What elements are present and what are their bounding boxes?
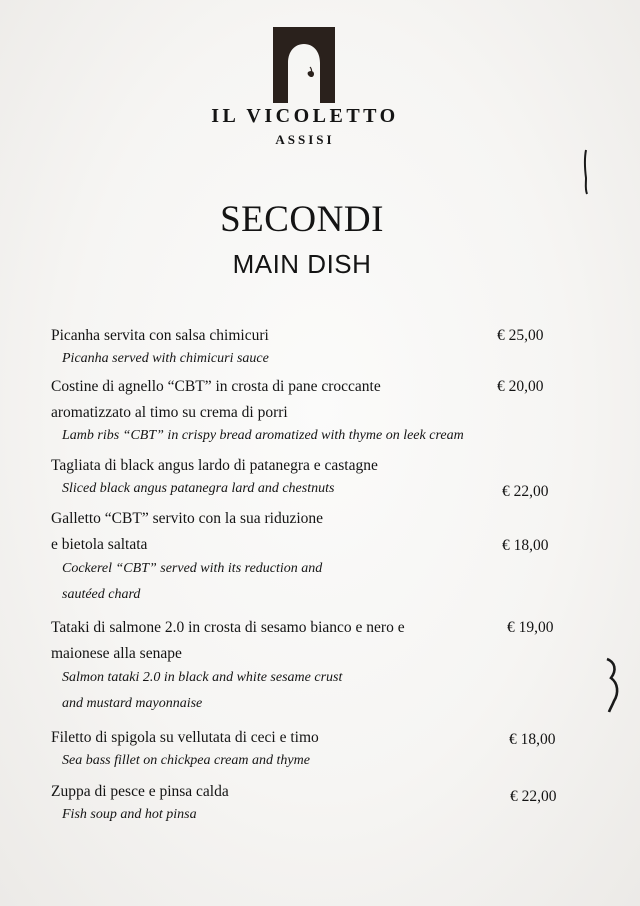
dish-name-line: Picanha servita con salsa chimicuri bbox=[51, 327, 269, 344]
archway-icon bbox=[273, 27, 335, 103]
dish-name-line: Filetto di spigola su vellutata di ceci e timo bbox=[51, 729, 319, 746]
dish-name-line: Tagliata di black angus lardo di patanegra e castagne bbox=[51, 457, 378, 474]
dish-translation-line: Picanha served with chimicuri sauce bbox=[62, 351, 269, 366]
dish-translation-line: Sliced black angus patanegra lard and chestnuts bbox=[62, 481, 335, 496]
dish-name-line: e bietola saltata bbox=[51, 536, 148, 553]
dish-price: € 25,00 bbox=[497, 327, 544, 344]
section-subtitle: MAIN DISH bbox=[232, 249, 372, 279]
dish-translation-line: sautéed chard bbox=[62, 587, 141, 602]
dish-translation-line: Lamb ribs “CBT” in crispy bread aromatized with thyme on leek cream bbox=[62, 428, 464, 443]
dish-name-line: Galletto “CBT” servito con la sua riduzione bbox=[51, 510, 324, 527]
dish-name-line: Tataki di salmone 2.0 in crosta di sesamo bianco e nero e bbox=[51, 619, 405, 636]
dish-name-line: Costine di agnello “CBT” in crosta di pane croccante bbox=[51, 378, 381, 395]
dish-translation-line: Fish soup and hot pinsa bbox=[62, 807, 197, 822]
ink-mark bbox=[603, 656, 623, 714]
brand-name: IL VICOLETTO bbox=[211, 105, 399, 127]
dish-price: € 18,00 bbox=[509, 731, 556, 748]
dish-translation-line: and mustard mayonnaise bbox=[62, 696, 203, 711]
dish-name-line: maionese alla senape bbox=[51, 645, 182, 662]
dish-price: € 22,00 bbox=[510, 788, 557, 805]
dish-name-line: Zuppa di pesce e pinsa calda bbox=[51, 783, 229, 800]
dish-translation-line: Sea bass fillet on chickpea cream and thyme bbox=[62, 753, 310, 768]
dish-translation-line: Salmon tataki 2.0 in black and white sesame crust bbox=[62, 670, 343, 685]
dish-name-line: aromatizzato al timo su crema di porri bbox=[51, 404, 288, 421]
dish-price: € 19,00 bbox=[507, 619, 554, 636]
dish-price: € 20,00 bbox=[497, 378, 544, 395]
dish-translation-line: Cockerel “CBT” served with its reduction and bbox=[62, 561, 323, 576]
ink-mark bbox=[580, 148, 592, 196]
dish-price: € 22,00 bbox=[502, 483, 549, 500]
section-title: SECONDI bbox=[220, 199, 384, 240]
dish-price: € 18,00 bbox=[502, 537, 549, 554]
brand-city: ASSISI bbox=[275, 132, 335, 147]
